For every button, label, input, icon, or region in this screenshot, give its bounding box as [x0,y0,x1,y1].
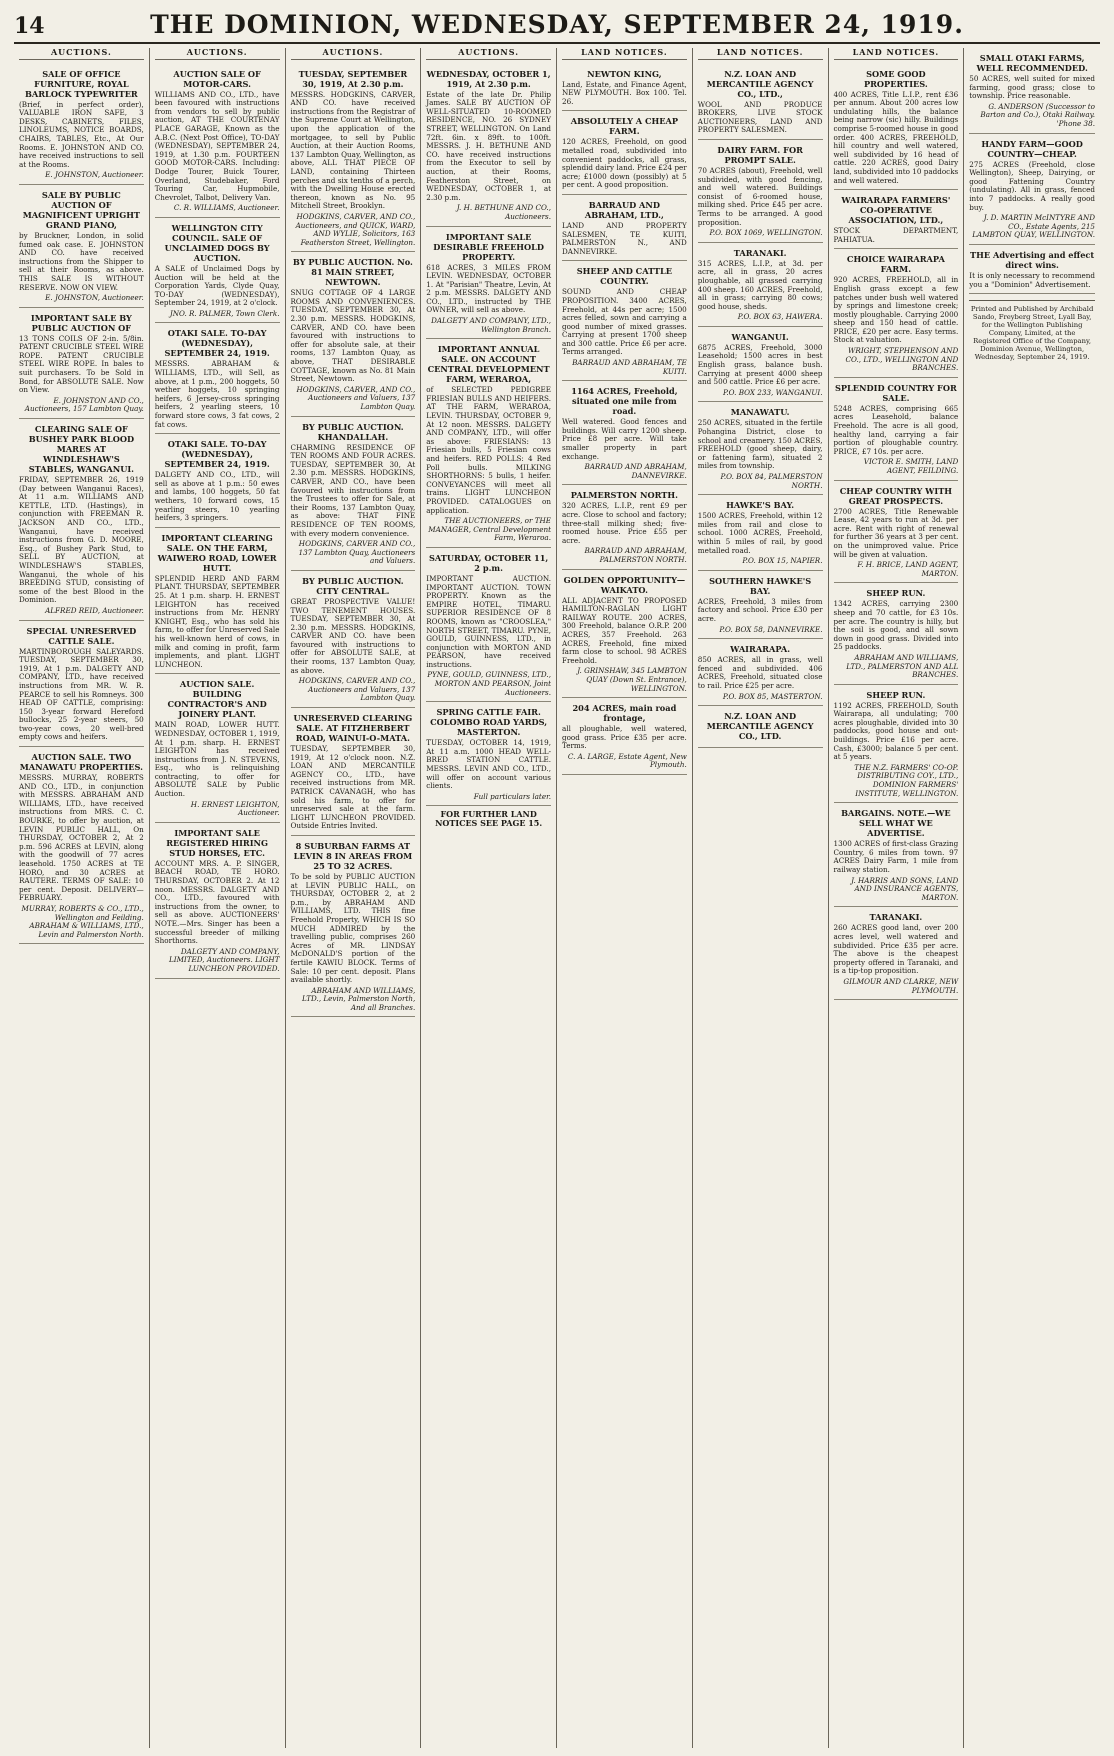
ad-title: 1164 ACRES, Freehold, situated one mile from road. [571,386,678,417]
ad-signature: P.O. BOX 1069, WELLINGTON. [709,228,823,238]
ad-signature: J. GRINSHAW, 345 LAMBTON QUAY (Down St. Entrance), WELLINGTON. [577,666,687,693]
advertisement [426,339,551,548]
ad-body: (Brief, in perfect order), VALUABLE IRON SAFE, 3 DESKS, CABINETS, FILES, LINOLEUMS, NOTICE BOARDS, CHAIRS, TABLES, Etc., At Our Rooms. E. JOHNSTON AND CO. have received instructions to sell at the Rooms. [19,99,144,169]
ad-body: SNUG COTTAGE OF 4 LARGE ROOMS AND CONVENIENCES. TUESDAY, SEPTEMBER 30, At 2.30 p.m. MESSRS. HODGKINS, CARVER, AND CO. have been favoured with instructions to offer for absolute sale, at their rooms, 137 Lambton Quay, as above, THAT DESIRABLE COTTAGE, known as No. 81 Main Street, Newtown. [290,288,416,384]
ad-body: 5248 ACRES, comprising 665 acres Leasehold, balance Freehold. The acre is all good, healthy land, carrying a fair portion of ploughable country. PRICE, £7 10s. per acre. [833,403,959,456]
ad-signature: P.O. BOX 233, WANGANUI. [723,387,823,397]
ad-body: 1500 ACRES, Freehold, within 12 miles from rail and close to school. 1000 ACRES, Freehold, within 5 miles of rail, by good metalled road. [697,511,823,555]
ad-body: It is only necessary to recommend you a "Dominion" Advertisement. [969,270,1095,289]
column-5 [557,48,693,1748]
advertisement [698,571,823,639]
ad-title: TUESDAY, SEPTEMBER 30, 1919, At 2.30 p.m. [298,68,408,89]
ad-title: SATURDAY, OCTOBER 11, 2 p.m. [428,552,549,573]
ad-title: WAIRARAPA FARMERS' CO-OPERATIVE ASSOCIATION, LTD., [841,195,951,226]
advertisement [155,323,280,434]
ad-signature: ABRAHAM AND WILLIAMS, LTD., PALMERSTON AND ALL BRANCHES. [846,652,959,680]
advertisement [562,485,687,569]
advertisement [291,571,416,708]
advertisement [155,218,280,324]
ad-title: GOLDEN OPPORTUNITY—WAIKATO. [563,574,686,595]
ad-body: 1192 ACRES, FREEHOLD, South Wairarapa, all undulating; 700 acres ploughable, divided into 30 paddocks, good house and out-buildings. Price £16 per acre. Cash, £3000; balance 5 per cent. at 5 years. [833,700,959,762]
advertisement [19,308,144,419]
ad-signature: DALGETY AND COMPANY, LIMITED, Auctioneers. LIGHT LUNCHEON PROVIDED. [168,946,280,973]
ad-body: 315 ACRES, L.I.P., at 3d. per acre, all in grass, 20 acres ploughable, all grassed carrying 400 sheep. 160 ACRES, Freehold, all in grass; carrying 80 cows; good house, sheds. [697,258,823,311]
advertisement [155,64,280,218]
ad-signature: P.O. BOX 63, HAWERA. [737,312,823,322]
ad-title: IMPORTANT SALE DESIRABLE FREEHOLD PROPERTY. [433,231,545,262]
ad-body: 6875 ACRES, Freehold, 3000 Leasehold; 1500 acres in best English grass, balance bush. Carrying at present 4000 sheep and 500 cattle. Price £6 per acre. [697,342,823,387]
ad-title: CHOICE WAIRARAPA FARM. [846,254,945,275]
column-2 [150,48,286,1748]
advertisement [834,481,959,584]
advertisement [698,64,823,140]
advertisement [426,227,551,340]
ad-signature: P.O. BOX 58, DANNEVIRKE. [719,624,823,634]
ad-signature: HODGKINS, CARVER, AND CO., Auctioneers and Valuers, 137 Lambton Quay. [296,384,416,411]
column-8 [964,48,1100,1748]
ad-title: MANAWATU. [730,407,790,418]
ad-body: CHARMING RESIDENCE OF TEN ROOMS AND FOUR ACRES. TUESDAY, SEPTEMBER 30, At 2.30 p.m. MESSRS. HODGKINS, CARVER, AND CO., have been favoured with instructions from the Trustees to offer for Sale, at their Rooms, 137 Lambton Quay, as above: THAT FINE RESIDENCE OF TEN ROOMS, with every modern convenience. [290,442,416,538]
ad-body: 50 ACRES, well suited for mixed farming, good grass; close to township. Price reasonable. [969,74,1095,101]
ad-title: CLEARING SALE OF BUSHEY PARK BLOOD MARES AT WINDLESHAW'S STABLES, WANGANUI. [28,424,135,475]
ad-title: ABSOLUTELY A CHEAP FARM. [570,116,678,137]
advertisement [698,639,823,706]
ad-signature: HODGKINS, CARVER, AND CO., Auctioneers, and QUICK, WARD, AND WYLIE, Solicitors, 163 Featherston Street, Wellington. [295,211,416,247]
ad-title: SOME GOOD PROPERTIES. [863,68,928,89]
advertisement [834,190,959,249]
ad-signature: J. D. MARTIN McINTYRE AND CO., Estate Agents, 215 LAMBTON QUAY, WELLINGTON. [972,213,1095,240]
ad-title: HAWKE'S BAY. [726,500,795,511]
column-header: AUCTIONS. [426,48,551,60]
imprint-footer: Printed and Published by Archibald Sando, Freyberg Street, Lyall Bay, for the Wellington Publishing Company, Limited, at the Registered Office of the Company, Dominion Avenue, Wellington, Wednesday, September 24, 1919. [969,300,1095,361]
column-1 [14,48,150,1748]
ad-signature: MURRAY, ROBERTS & CO., LTD., Wellington and Feilding. ABRAHAM & WILLIAMS, LTD., Levin and Palmerston North. [21,903,144,939]
advertisement [698,243,823,327]
ad-signature: DALGETY AND COMPANY, LTD., Wellington Branch. [431,316,551,334]
ad-signature: HODGKINS, CARVER AND CO., Auctioneers and Valuers, 137 Lambton Quay. [298,676,416,703]
advertisement [19,64,144,185]
ad-signature: BARRAUD AND ABRAHAM, PALMERSTON NORTH. [584,546,687,564]
ad-title: BARGAINS. NOTE.—WE SELL WHAT WE ADVERTISE. [841,808,951,839]
ad-body: TUESDAY, SEPTEMBER 30, 1919, At 12 o'clock noon. N.Z. LOAN AND MERCANTILE AGENCY CO., LTD., have received instructions from MR. PATRICK CAVANAGH, who has sold his farm, to offer for unreserved sale at the farm. LIGHT LUNCHEON PROVIDED. Outside Entries Invited. [290,744,416,831]
ad-title: 204 ACRES, main road frontage, [572,703,677,724]
advertisement [834,378,959,481]
advertisement [562,64,687,112]
ad-title: CHEAP COUNTRY WITH GREAT PROSPECTS. [839,485,953,506]
advertisement [155,434,280,528]
ad-title: SHEEP RUN. [866,588,926,599]
ad-title: PALMERSTON NORTH. [570,490,678,501]
advertisement [562,195,687,261]
ad-signature: E. JOHNSTON AND CO., Auctioneers, 157 Lambton Quay. [24,395,144,414]
ad-body: 120 ACRES, Freehold, on good metalled road, subdivided into convenient paddocks, all grass, splendid dairy land. Price £24 per acre; £1000 down (possibly) at 5 per cent. A good proposition. [562,137,687,190]
advertisement [698,402,823,495]
ad-body: SOUND AND CHEAP PROPOSITION. 3400 ACRES, Freehold, at 44s per acre; 1500 acres felled, sown and carrying a good number of mixed grasses. Carrying at present 1700 sheep and 300 cattle. Price £6 per acre. Terms arranged. [562,287,687,357]
ad-signature: BARRAUD AND ABRAHAM, TE KUITI. [572,358,687,376]
advertisement [834,907,959,1000]
ad-signature: P.O. BOX 84, PALMERSTON NORTH. [720,472,823,490]
ad-body: GREAT PROSPECTIVE VALUE! TWO TENEMENT HOUSES. TUESDAY, SEPTEMBER 30, At 2.30 p.m. MESSRS. HODGKINS, CARVER AND CO. have been favoured with instructions to offer for ABSOLUTE SALE, at their rooms, 137 Lambton Quay, as above. [290,596,416,675]
ad-title: AUCTION SALE. TWO MANAWATU PROPERTIES. [19,752,144,773]
advertisement [969,48,1095,134]
ad-body: 275 ACRES (Freehold, close Wellington), Sheep, Dairying, or good Fattening Country (undulating). All in grass, fenced into 7 paddocks. A really good buy. [969,159,1095,212]
ad-title: AUCTION SALE OF MOTOR-CARS. [173,68,261,89]
ad-title: BY PUBLIC AUCTION. CITY CENTRAL. [302,575,404,596]
ad-signature: E. JOHNSTON, Auctioneer. [45,170,144,180]
ad-body: WILLIAMS AND CO., LTD., have been favoured with instructions from vendors to sell by public auction, AT THE COURTENAY PLACE GARAGE, Known as the A.B.C. (Next Post Office), TO-DAY (WEDNESDAY), SEPTEMBER 24, 1919, at 1.30 p.m. FOURTEEN GOOD MOTOR-CARS. Including: Dodge Tourer, Buick Tourer, Overland, Studebaker, Ford Touring Car, Hupmobile, Chevrolet, Talbot, Delivery Van. [154,89,280,202]
advertisement [698,140,823,243]
ad-title: SPRING CATTLE FAIR. COLOMBO ROAD YARDS, MASTERTON. [430,707,548,738]
ad-body: 2700 ACRES, Title Renewable Lease, 42 years to run at 3d. per acre. Rent with right of renewal for further 36 years at 3 per cent. on the unimproved value. Price will be given at valuation. [833,506,959,559]
ad-body: 320 ACRES, L.I.P., rent £9 per acre. Close to school and factory; three-stall milking shed; five-roomed house. Price £55 per acre. [562,501,687,545]
ad-title: N.Z. LOAN AND MERCANTILE AGENCY CO., LTD. [706,711,814,742]
ad-title: BARRAUD AND ABRAHAM, LTD., [584,199,664,220]
advertisement [155,528,280,675]
column-grid [14,48,1100,1748]
ad-body: ALL ADJACENT TO PROPOSED HAMILTON-RAGLAN LIGHT RAILWAY ROUTE. 200 ACRES, 300 Freehold, balance O.R.P. 200 ACRES, 357 Freehold. 263 ACRES, Freehold, fine mixed farm close to school. 98 ACRES Freehold. [562,595,687,665]
ad-title: SPECIAL UNRESERVED CATTLE SALE. [26,625,137,646]
ad-signature: GILMOUR AND CLARKE, NEW PLYMOUTH. [843,976,959,995]
ad-signature: C. A. LARGE, Estate Agent, New Plymouth. [567,751,687,770]
ad-body: ACCOUNT MRS. A. P. SINGER, BEACH ROAD, TE HORO. THURSDAY, OCTOBER 2. At 12 noon. MESSRS. DALGETY AND CO., LTD., favoured with instructions from the owner, to sell as above. AUCTIONEERS' NOTE.—Mrs. Singer has been a successful breeder of milking Shorthorns. [154,858,280,946]
advertisement [562,111,687,195]
ad-signature: THE N.Z. FARMERS' CO-OP. DISTRIBUTING COY., LTD., DOMINION FARMERS' INSTITUTE, WELLINGTON. [854,762,959,798]
ad-title: IMPORTANT SALE REGISTERED HIRING STUD HORSES, ETC. [166,827,269,858]
advertisement [19,747,144,944]
ad-body: of SELECTED PEDIGREE FRIESIAN BULLS AND HEIFERS. AT THE FARM, WERAROA, LEVIN. THURSDAY, OCTOBER 9, At 12 noon. MESSRS. DALGETY AND COMPANY, LTD., will offer as above: FRIESIANS: 13 Friesian bulls, 5 Friesian cows and heifers. RED POLLS: 4 Red Poll bulls. MILKING SHORTHORNS: 5 bulls, 1 heifer. CONVEYANCES will meet all trains. LIGHT LUNCHEON PROVIDED. CATALOGUES on application. [426,385,551,515]
ad-signature: ALFRED REID, Auctioneer. [45,605,144,615]
ad-body: Estate of the late Dr. Philip James. SALE BY AUCTION OF WELL-SITUATED 10-ROOMED RESIDENCE, NO. 26 SYDNEY STREET, WELLINGTON. On Land 72ft. 6in. x 89ft. to 100ft. MESSRS. J. H. BETHUNE AND CO. have received instructions from the Executor to sell by auction, at their Rooms, Featherston Street, on WEDNESDAY, OCTOBER 1, at 2.30 p.m. [426,89,551,202]
ad-signature: H. ERNEST LEIGHTON, Auctioneer. [190,799,280,818]
ad-title: SHEEP RUN. [866,689,926,700]
ad-title: IMPORTANT SALE BY PUBLIC AUCTION OF [30,312,132,333]
ad-body: To be sold by PUBLIC AUCTION at LEVIN PUBLIC HALL, on THURSDAY, OCTOBER 2, at 2 p.m., by ABRAHAM AND WILLIAMS, LTD. THIS fine Freehold Property, WHICH IS SO MUCH ADMIRED by the travelling public, comprises 260 Acres of MR. LINDSAY McDONALD'S portion of the fertile KAWIU BLOCK. Terms of Sale: 10 per cent. deposit. Plans available shortly. [290,871,416,985]
ad-body: 1342 ACRES, carrying 2300 sheep and 70 cattle, for £3 10s. per acre. The country is hilly, but the soil is good, and all sown down in good grass. Divided into 25 paddocks. [833,599,959,652]
advertisement [426,548,551,702]
ad-title: IMPORTANT ANNUAL SALE. ON ACCOUNT CENTRAL DEVELOPMENT FARM, WERAROA, [427,344,550,385]
advertisement [562,698,687,775]
ad-body: 250 ACRES, situated in the fertile Pohangina District, close to school and creamery. 150 ACRES, FREEHOLD (good sheep, dairy, or fattening farm), situated 2 miles from township. [697,418,823,471]
ad-title: SALE OF OFFICE FURNITURE, ROYAL BARLOCK TYPEWRITER [24,68,138,99]
ad-title: UNRESERVED CLEARING SALE. AT FITZHERBERT ROAD, WAINUI-O-MATA. [293,713,413,744]
advertisement [698,327,823,403]
ad-title: TARANAKI. [733,247,787,258]
ad-title: AUCTION SALE. BUILDING CONTRACTOR'S AND JOINERY PLANT. [167,679,267,720]
ad-title: BY PUBLIC AUCTION. KHANDALLAH. [302,421,404,442]
ad-signature: PYNE, GOULD, GUINNESS, LTD., MORTON AND PEARSON, Joint Auctioneers. [427,670,551,697]
ad-signature: J. H. BETHUNE AND CO., Auctioneers. [456,203,551,221]
ad-body: SPLENDID HERD AND FARM PLANT. THURSDAY, SEPTEMBER 25. At 1 p.m. sharp. H. ERNEST LEIGHTON has received instructions from Mr. HENRY KNIGHT, Esq., who has sold his farm, to offer for Unreserved Sale his well-known herd of cows, in milk and coming in profit, farm implements, and plant. LIGHT LUNCHEON. [154,573,280,669]
column-header: AUCTIONS. [19,48,144,60]
advertisement [834,583,959,684]
column-note: FOR FURTHER LAND NOTICES SEE PAGE 15. [435,809,543,828]
ad-body: FRIDAY, SEPTEMBER 26, 1919 (Day between Wanganui Races), At 11 a.m. WILLIAMS AND KETTLE, LTD. (Hastings), in conjunction with FREEMAN R. JACKSON AND CO., LTD., Wanganui, have received instructions from G. D. MOORE, Esq., of Bushey Park Stud, to SELL BY AUCTION, at WINDLESHAW'S STABLES, Wanganui, the whole of his BREEDING STUD, consisting of some of the best Blood in the Dominion. [19,475,144,605]
ad-body: 850 ACRES, all in grass, well fenced and subdivided. 406 ACRES, Freehold, situated close to rail. Price £25 per acre. [697,655,823,690]
ad-signature: ABRAHAM AND WILLIAMS, LTD., Levin, Palmerston North, And all Branches. [302,985,416,1012]
ad-title: SMALL OTAKI FARMS, WELL RECOMMENDED. [976,53,1088,73]
ad-body: STOCK DEPARTMENT, PAHIATUA. [833,226,959,244]
ad-body: DALGETY AND CO., LTD., will sell as above at 1 p.m.: 50 ewes and lambs, 100 hoggets, 50 fat wethers, 10 forward cows, 15 yearling steers, 10 yearling heifers, 3 springers. [154,470,280,523]
ad-body: LAND AND PROPERTY SALESMEN, TE KUITI, PALMERSTON N., AND DANNEVIRKE. [562,220,687,256]
ad-body: Well watered. Good fences and buildings. Will carry 1200 sheep. Price £8 per acre. Will take smaller property in part exchange. [562,417,687,461]
ad-body: 618 ACRES, 3 MILES FROM LEVIN. WEDNESDAY, OCTOBER 1. At "Parisian" Theatre, Levin, At 2 p.m. MESSRS. DALGETY AND CO., LTD., instructed by THE OWNER, will sell as above. [426,262,551,315]
column-header: LAND NOTICES. [698,48,823,60]
advertisement [969,134,1095,245]
masthead [14,10,1100,44]
advertisement [834,249,959,378]
ad-title: OTAKI SALE. TO-DAY (WEDNESDAY), SEPTEMBER 24, 1919. [164,439,270,470]
advertisement [291,64,416,253]
newspaper-title: THE DOMINION, WEDNESDAY, SEPTEMBER 24, 1919. [150,10,964,39]
ad-title: WAIRARAPA. [730,644,791,655]
column-header: LAND NOTICES. [562,48,687,60]
ad-body: Land, Estate, and Finance Agent, NEW PLYMOUTH. Box 100. Tel. 26. [562,79,687,106]
ad-body: all ploughable, well watered, good grass. Price £35 per acre. Terms. [562,724,687,751]
ad-title: N.Z. LOAN AND MERCANTILE AGENCY CO., LTD., [706,68,814,99]
advertisement [834,685,959,804]
ad-body: A SALE of Unclaimed Dogs by Auction will be held at the Corporation Yards, Clyde Quay, TO-DAY (WEDNESDAY), September 24, 1919, at 2 o'clock. [154,263,280,308]
ad-signature: J. HARRIS AND SONS, LAND AND INSURANCE AGENTS, MARTON. [851,875,959,902]
ad-body: 1300 ACRES of first-class Grazing Country, 6 miles from town. 97 ACRES Dairy Farm, 1 mile from railway station. [833,839,959,874]
advertisement [562,381,687,485]
ad-title: WANGANUI. [731,331,789,342]
advertisement [698,706,823,748]
ad-signature: HODGKINS, CARVER AND CO., 137 Lambton Quay, Auctioneers and Valuers. [298,539,416,566]
advertisement [834,803,959,907]
ad-body: 400 ACRES, Title L.I.P., rent £36 per annum. About 200 acres low undulating hills, the balance being narrow (sic) hilly. Buildings comprise 5-roomed house in good order. 400 ACRES, FREEHOLD, hill country and well watered, well subdivided by 16 head of cattle. 220 ACRES, good Dairy land, subdivided into 10 paddocks and well watered. [833,89,959,185]
ad-body: MESSRS. HODGKINS, CARVER, AND CO. have received instructions from the Registrar of the Supreme Court at Wellington, upon the application of the mortgagee, to sell by Public Auction, at their Auction Rooms, 137 Lambton Quay, Wellington, as above, ALL THAT PIECE OF LAND, containing Thirteen perches and six tenths of a perch, with the Dwelling House erected thereon, known as No. 95 Mitchell Street, Brooklyn. [290,89,416,211]
ad-body: 13 TONS COILS OF 2-in. 5/8in. PATENT CRUCIBLE STEEL WIRE ROPE. PATENT CRUCIBLE STEEL WIRE ROPE. In bales to suit purchasers. To be Sold in Bond, for ABSOLUTE SALE. Now on View. [19,333,144,395]
ad-body: 70 ACRES (about), Freehold, well subdivided, with good fencing, and well watered. Buildings consist of 6-roomed house, milking shed. Price £45 per acre. Terms to be arranged. A good proposition. [697,165,823,227]
ad-body: WOOL AND PRODUCE BROKERS, LIVE STOCK AUCTIONEERS, LAND AND PROPERTY SALESMEN. [697,99,823,135]
ad-title: THE Advertising and effect direct wins. [970,249,1095,270]
ad-title: WELLINGTON CITY COUNCIL. SALE OF UNCLAIMED DOGS BY AUCTION. [164,222,270,263]
column-7 [829,48,965,1748]
ad-body: MESSRS. MURRAY, ROBERTS AND CO., LTD., in conjunction with MESSRS. ABRAHAM AND WILLIAMS, LTD., have received instructions from MRS. C. C. BOURKE, to offer by auction, at LEVIN PUBLIC HALL, On THURSDAY, OCTOBER 2, At 2 p.m. 596 ACRES at LEVIN, along with the goodwill of 77 acres leasehold. 1750 ACRES at TE HORO, and 30 ACRES at RAUTERE. TERMS OF SALE: 10 per cent. Deposit. DELIVERY—FEBRUARY. [19,773,144,903]
column-header: LAND NOTICES. [834,48,959,60]
ad-signature: P.O. BOX 15, NAPIER. [742,556,823,566]
advertisement [291,836,416,1018]
ad-body: MAIN ROAD, LOWER HUTT. WEDNESDAY, OCTOBER 1, 1919, At 1 p.m. sharp. H. ERNEST LEIGHTON has received instructions from J. N. STEVENS, Esq., who is relinquishing contracting, to offer for ABSOLUTE SALE by Public Auction. [154,720,280,799]
ad-body: MESSRS. ABRAHAM & WILLIAMS, LTD., will Sell, as above, at 1 p.m., 200 hoggets, 50 wether hoggets, 10 springing heifers, 6 Jersey-cross springing heifers, 2 yearling steers, 10 forward store cows, 3 fat cows, 2 fat cows. [154,359,280,429]
ad-signature: Full particulars later. [473,791,551,801]
column-4 [421,48,557,1748]
advertisement [155,674,280,823]
advertisement [698,495,823,571]
advertisement [19,185,144,308]
advertisement [426,702,551,806]
ad-signature: WRIGHT, STEPHENSON AND CO., LTD., WELLINGTON AND BRANCHES. [845,346,959,373]
ad-signature: JNO. R. PALMER, Town Clerk. [169,308,280,318]
advertisement [155,823,280,979]
advertisement [291,708,416,836]
advertisement [19,621,144,748]
ad-title: NEWTON KING, [587,68,662,79]
ad-body: by Bruckner, London, in solid fumed oak case. E. JOHNSTON AND CO. have received instructions from the Shipper to sell at their Rooms, as above. THIS SALE IS WITHOUT RESERVE. NOW ON VIEW. [19,230,144,292]
ad-title: BY PUBLIC AUCTION. No. 81 MAIN STREET, NEWTOWN. [292,257,413,288]
advertisement [969,245,1095,294]
ad-title: SPLENDID COUNTRY FOR SALE. [834,382,957,403]
advertisement [19,419,144,621]
ad-signature: G. ANDERSON (Successor to Barton and Co.), Otaki Railway. 'Phone 38. [980,101,1095,128]
ad-title: SALE BY PUBLIC AUCTION OF MAGNIFICENT UPRIGHT GRAND PIANO, [22,189,141,230]
ad-title: SHEEP AND CATTLE COUNTRY. [576,266,672,287]
ad-title: IMPORTANT CLEARING SALE. ON THE FARM, WAIWERO ROAD, LOWER HUTT. [157,532,277,573]
ad-body: TUESDAY, OCTOBER 14, 1919, At 11 a.m. 1000 HEAD WELL-BRED STATION CATTLE. MESSRS. LEVIN AND CO., LTD., will offer on account various clients. [426,738,551,791]
ad-body: MARTINBOROUGH SALEYARDS. TUESDAY, SEPTEMBER 30, 1919, At 1 p.m. DALGETY AND COMPANY, LTD., have received instructions from MR. W. R. PEARCE to sell his Romneys. 300 HEAD OF CATTLE, comprising: 150 3-year forward Hereford bullocks, 25 2-year steers, 50 two-year cows, 20 well-bred empty cows and heifers. [19,646,144,742]
advertisement [426,64,551,227]
ad-signature: E. JOHNSTON, Auctioneer. [45,293,144,303]
ad-title: WEDNESDAY, OCTOBER 1, 1919, At 2.30 p.m. [426,68,551,89]
advertisement [562,261,687,381]
ad-title: TARANAKI. [869,912,923,923]
ad-signature: BARRAUD AND ABRAHAM, DANNEVIRKE. [584,462,687,480]
ad-signature: F. H. BRICE, LAND AGENT, MARTON. [857,560,959,578]
ad-body: IMPORTANT AUCTION. IMPORTANT AUCTION. TOWN PROPERTY. Known as the EMPIRE HOTEL, TIMARU. SUPERIOR RESIDENCE OF 8 ROOMS, known as "CROOSLEA," NORTH STREET, TIMARU. PYNE, GOULD, GUINNESS, LTD., in conjunction with MORTON AND PEARSON, have received instructions. [426,573,551,669]
ad-body: ACRES, Freehold, 3 miles from factory and school. Price £30 per acre. [697,596,823,623]
advertisement [834,64,959,191]
column-header: AUCTIONS. [291,48,416,60]
column-6 [693,48,829,1748]
ad-body: 920 ACRES, FREEHOLD, all in English grass except a few patches under bush well watered by springs and limestone creek; mostly ploughable. Carrying 2000 sheep and 150 head of cattle. PRICE, £20 per acre. Easy terms. Stock at valuation. [833,275,959,345]
advertisement [291,417,416,571]
ad-signature: P.O. BOX 85, MASTERTON. [722,691,823,701]
column-3 [286,48,422,1748]
ad-title: HANDY FARM—GOOD COUNTRY—CHEAP. [981,138,1083,159]
advertisement [562,570,687,699]
advertisement [291,252,416,416]
ad-title: 8 SUBURBAN FARMS AT LEVIN 8 IN AREAS FROM 25 TO 32 ACRES. [293,840,413,871]
ad-signature: VICTOR E. SMITH, LAND AGENT, FEILDING. [863,457,959,475]
ad-signature: C. R. WILLIAMS, Auctioneer. [173,203,280,213]
ad-body: 260 ACRES good land, over 200 acres level, well watered and subdivided. Price £35 per acre. The above is the cheapest property offered in Taranaki, and is a tip-top proposition. [833,923,959,976]
ad-title: DAIRY FARM. FOR PROMPT SALE. [717,144,803,165]
page-number: 14 [14,13,45,39]
ad-title: SOUTHERN HAWKE'S BAY. [709,575,812,596]
ad-title: OTAKI SALE. TO-DAY (WEDNESDAY), SEPTEMBER 24, 1919. [164,328,270,359]
column-header: AUCTIONS. [155,48,280,60]
ad-signature: THE AUCTIONEERS, or THE MANAGER, Central Development Farm, Weraroa. [428,516,551,543]
